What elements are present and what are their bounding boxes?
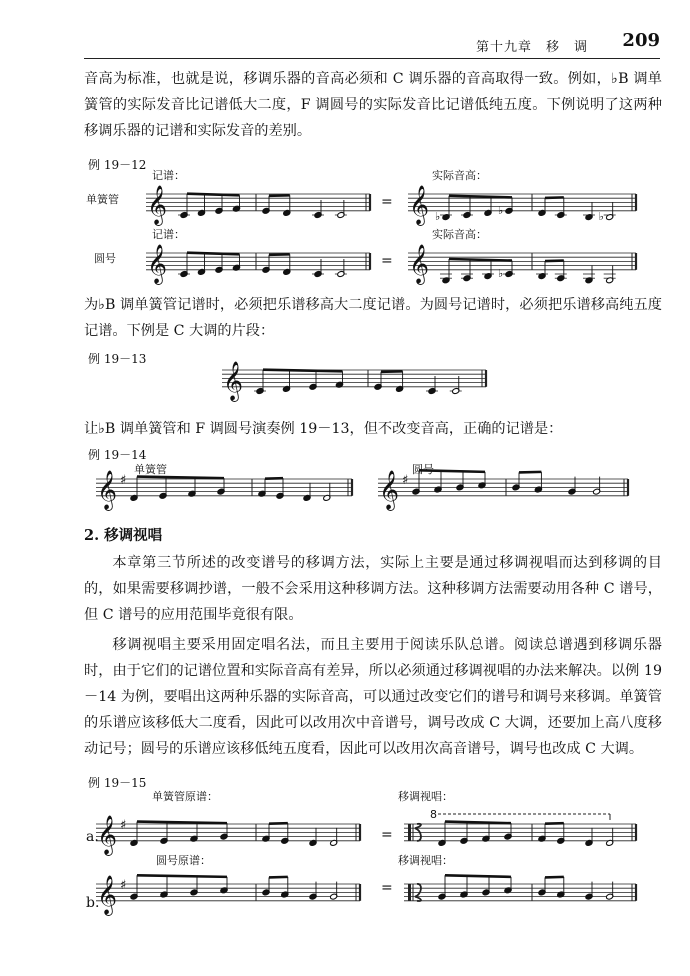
note-beam [545,261,564,262]
treble-clef-icon: 𝄞 [147,243,168,284]
paragraph-2: 为♭B 调单簧管记谱时，必须把乐谱移高大二度记谱。为圆号记谱时，必须把乐谱移高纯五度记谱。下例是 C 大调的片段： [84,297,662,339]
treble-clef-icon: 𝄞 [379,469,400,510]
treble-clef-icon: 𝄞 [409,184,430,225]
example-19-15-label: 例 19－15 [88,776,147,790]
note-beam [545,197,564,198]
treble-clef-icon: 𝄞 [97,469,118,510]
equals-sign-3: = [381,827,393,843]
equals-sign-4: = [381,880,393,896]
row-b-letter: b. [86,895,100,911]
example-19-12-label: 例 19－12 [88,158,147,172]
flat-accidental-icon: ♭ [498,203,504,217]
note-beam [187,194,240,196]
equals-sign-2: = [381,253,393,269]
equals-sign-1: = [381,194,393,210]
row-a-letter: a. [86,829,99,845]
note-beam [263,370,343,372]
note-beam [445,875,511,877]
key-sharp-icon: ♯ [120,878,127,893]
transposed-label-a: 移调视唱： [398,790,453,803]
chapter-title: 第十九章 移 调 [475,40,588,55]
treble-clef-icon: 𝄞 [223,360,244,401]
clarinet-instrument-label: 单簧管 [86,193,119,206]
treble-clef-icon: 𝄞 [97,814,118,855]
paragraph-4: 本章第三节所述的改变谱号的移调方法，实际上主要是通过移调视唱而达到移调的目的，如果需要移调抄谱，一般不会采用这种移调方法。这种移调方法需要动用各种 C 谱号，但 C 谱号的应用范围毕竟很有限。 [84,555,662,623]
treble-clef-icon: 𝄞 [409,243,430,284]
note-beam [381,371,403,372]
treble-clef-icon: 𝄞 [147,184,168,225]
written-label-1: 记谱： [152,169,185,182]
clarinet-original-label: 单簧管原谱： [152,790,218,803]
note-beam [265,478,283,479]
flat-accidental-icon: ♭ [498,267,504,280]
example-19-14-label: 例 19－14 [88,448,147,462]
note-beam [137,477,224,479]
horn-instrument-label: 圆号 [94,252,116,265]
actual-label-1: 实际音高： [432,169,487,182]
staff-lines [96,185,636,916]
paragraph-1: 音高为标准，也就是说，移调乐器的音高必须和 C 调乐器的音高取得一致。例如，♭B 调单簧管的实际发音比记谱低大二度，F 调圆号的实际发音比记谱低纯五度。下例说明了这两种移调乐器的记谱和实际发音的差别。 [84,71,662,139]
note-beam [519,472,541,473]
note-beam [449,196,512,198]
note-beam [137,875,227,877]
actual-label-2: 实际音高： [432,228,487,241]
example-19-13-label: 例 19－13 [88,352,147,366]
flat-accidental-icon: ♭ [598,210,604,224]
c-clef-bar [408,884,411,901]
note-beam [137,822,227,824]
note-beam [545,877,564,878]
note-beam [269,254,290,255]
key-sharp-icon: ♯ [120,818,127,833]
paragraph-5: 移调视唱主要采用固定唱名法，而且主要用于阅读乐队总谱。阅读总谱遇到移调乐器时，由于它们的记谱位置和实际音高有差异，所以必须通过移调视唱的办法来解决。以例 19－14 为例，要唱出这两种乐器的实际音高，可以通过改变它们的谱号和调号来移调。单簧管的乐谱应该移低大二度看，因此可以改用次中音谱号，调号改成 C 大调，还要加上高八度移动记号；圆号的乐谱应该移低纯五度看，因此可以改用次高音谱号，调号也改成 C 大调。 [84,637,662,757]
written-label-2: 记谱： [152,228,185,241]
treble-clef-icon: 𝄞 [97,874,118,915]
note-beam [449,259,512,261]
note-beam [269,877,288,878]
paragraph-3: 让♭B 调单簧管和 F 调圆号演奏例 19－13，但不改变音高，正确的记谱是： [84,421,563,437]
note-beam [445,822,511,824]
note-beam [545,823,564,824]
note-beam [269,823,288,824]
ex14-clarinet-label: 单簧管 [134,463,167,476]
page-number: 209 [622,30,660,51]
ex14-horn-label: 圆号 [412,463,434,476]
c-clef-bar [408,824,411,841]
key-sharp-icon: ♯ [120,473,127,488]
flat-accidental-icon: ♭ [435,210,441,224]
octave-mark: 8 [430,808,437,821]
note-beam [187,253,240,255]
section-heading: 2. 移调视唱 [84,527,163,544]
horn-original-label: 圆号原谱： [156,854,211,867]
note-beam [269,195,290,196]
transposed-label-b: 移调视唱： [398,854,453,867]
key-sharp-icon: ♯ [402,473,409,488]
